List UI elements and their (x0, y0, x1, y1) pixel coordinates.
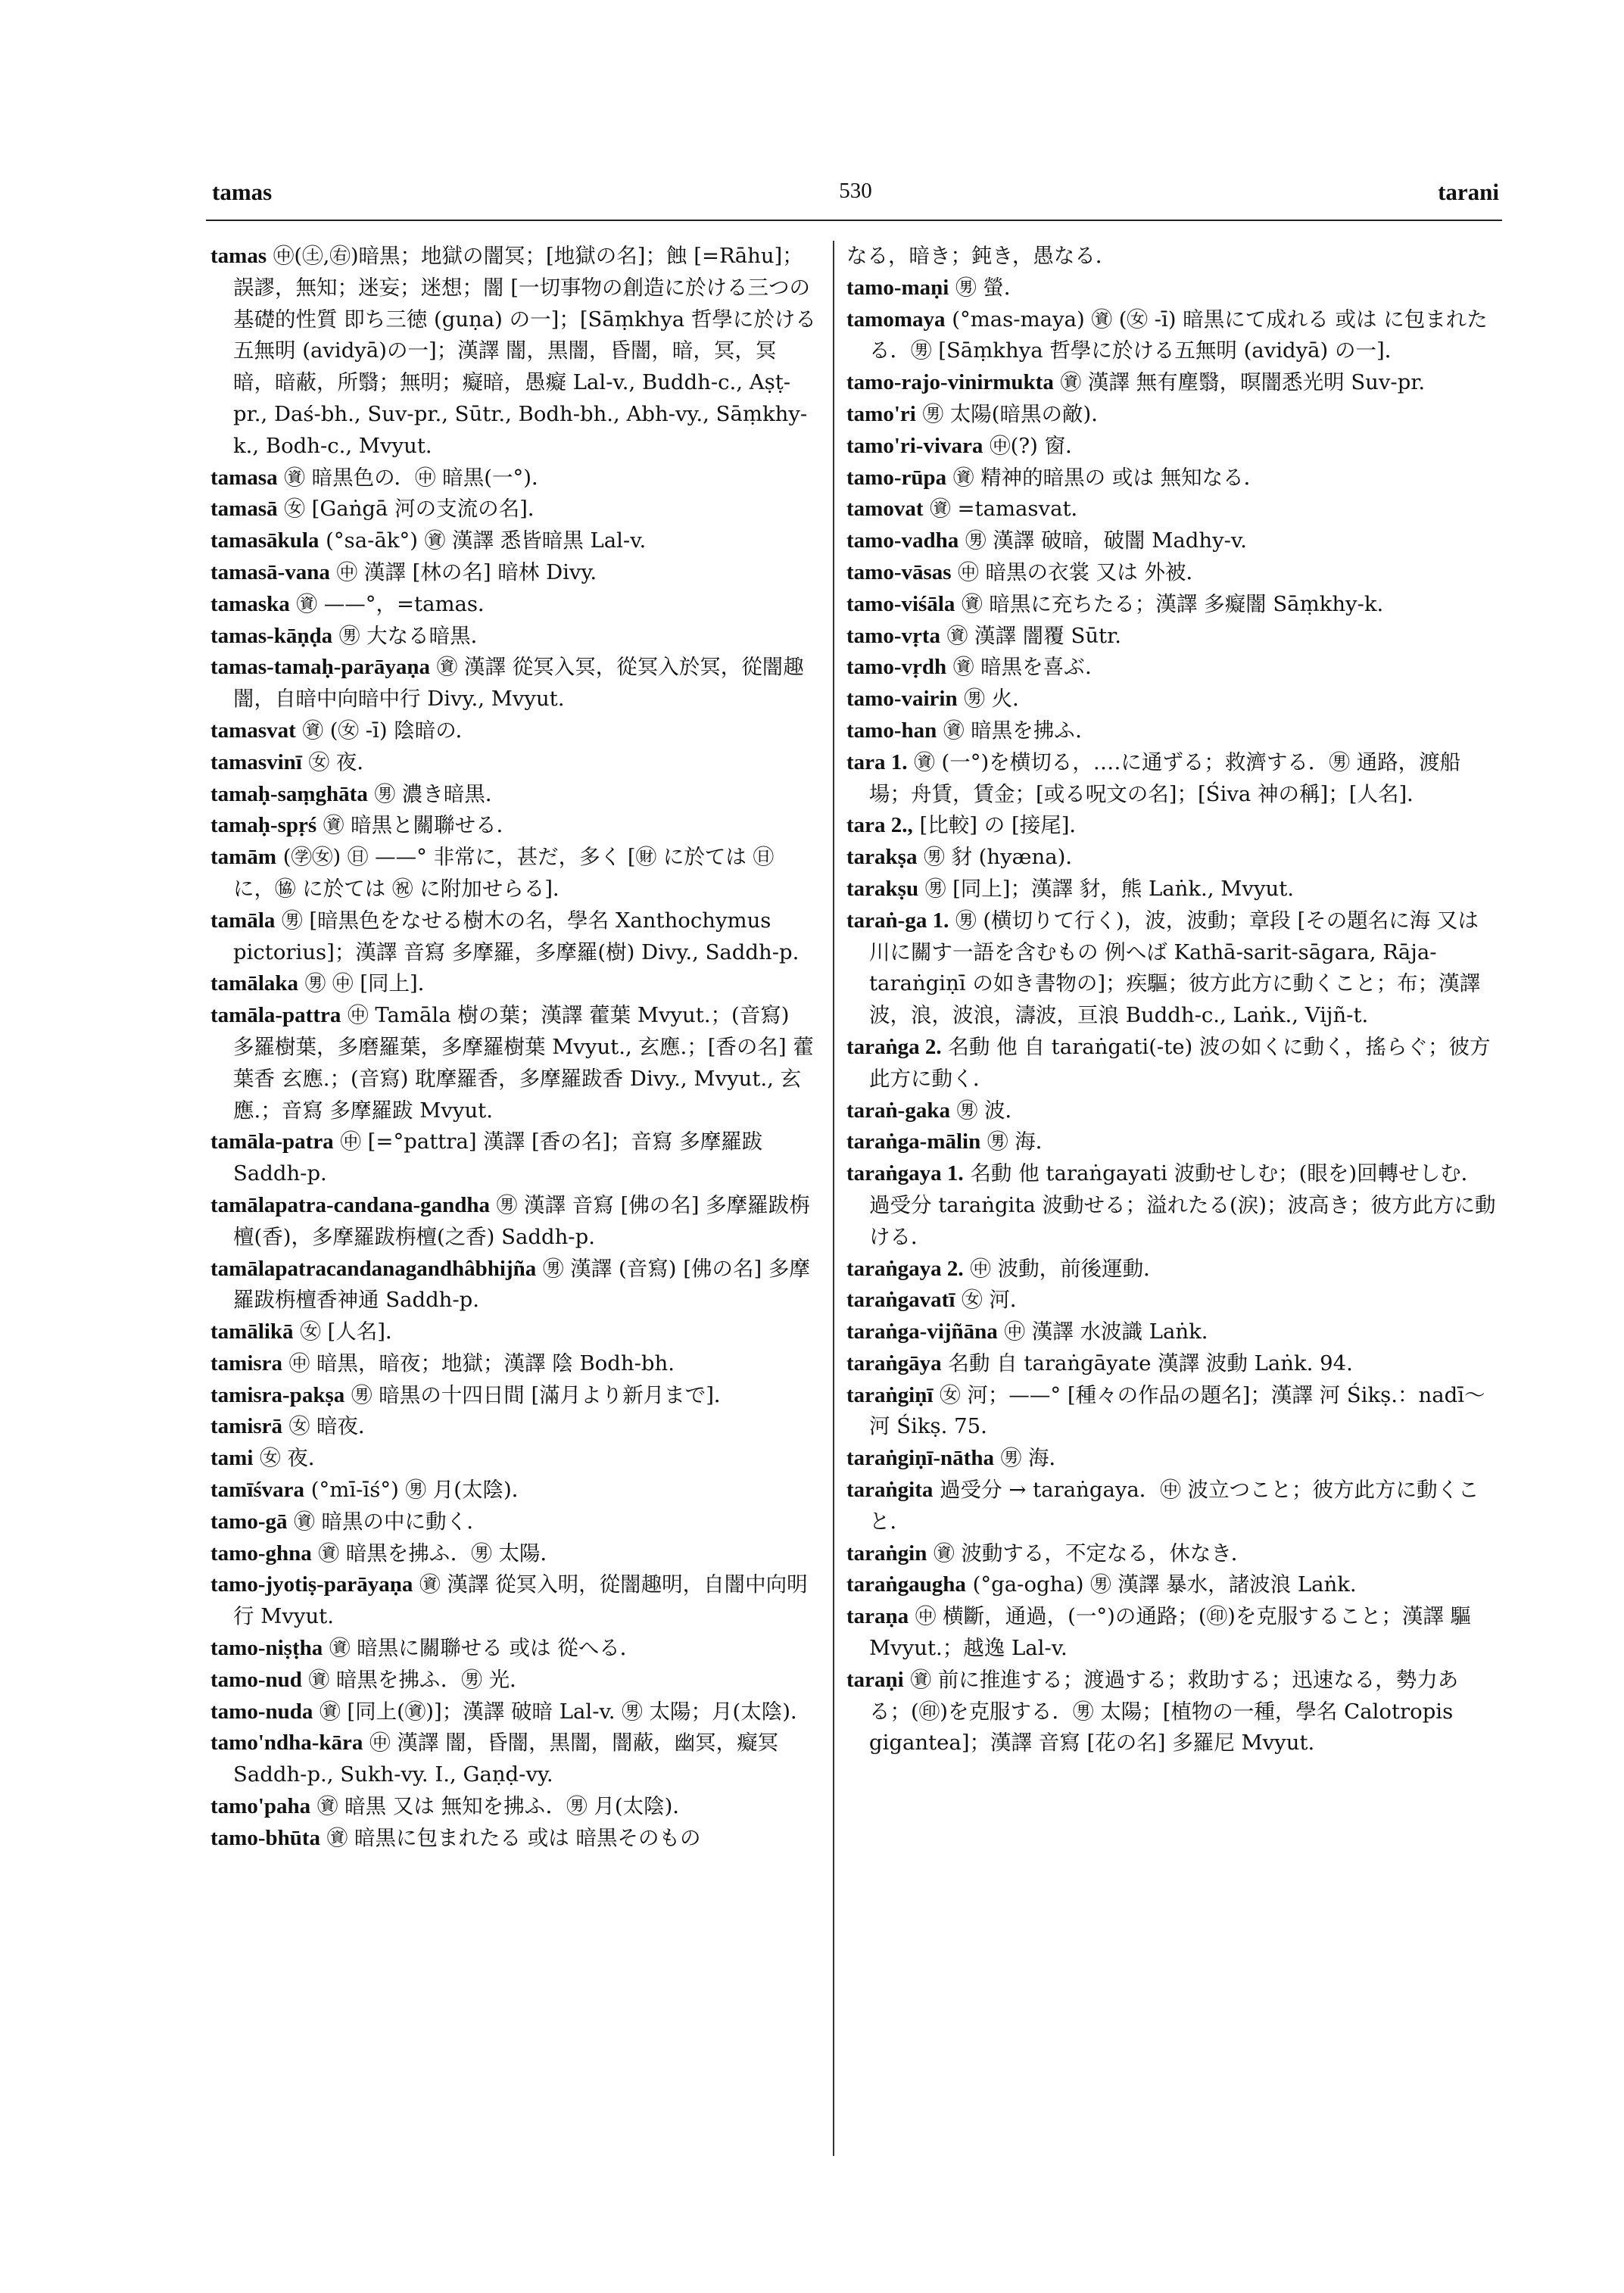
entry-definition: (°mī-īś°) ㊚ 月(太陰)． (310, 1478, 533, 1503)
dictionary-entry (846, 273, 1498, 304)
entry-definition: ㊮ 暗黒を拂ふ．㊚ 太陽． (318, 1541, 562, 1566)
entry-headword: tamo'ri-vivara (846, 433, 983, 458)
dictionary-entry (846, 810, 1498, 842)
dictionary-entry (210, 1000, 816, 1126)
entry-definition: ㊛ 暗夜． (288, 1414, 379, 1439)
header-rule (206, 220, 1502, 221)
entry-definition: ㊚ 漢譯 音寫 [佛の名] 多摩羅跋栴檀(香)，多摩羅跋栴檀(之香) Saddh-p. (233, 1192, 810, 1249)
entry-definition: ㊥(㊏,㊨)暗黒；地獄の闇冥；[地獄の名]；蝕 [=Rāhu]；誤謬，無知；迷妄；迷想；闇 [一切事物の創造に於ける三つの基礎的性質 即ち三徳 (guṇa) の一]；[Sāṃkhya 哲學に於ける五無明 (avidyā)の一]；漢譯 闇，黒闇，昏闇，暗，冥，冥暗，暗蔽，所翳；無明；癡暗，愚癡 Lal-v., Buddh-c., Aṣṭ-pr., Daś-bh., Suv-pr., Sūtr., Bodh-bh., Abh-vy., Sāṃkhy-k., Bodh-c., Mvyut. (233, 244, 816, 458)
entry-definition: ㊚ ㊥ [同上]． (304, 971, 439, 996)
entry-definition: 名動 他 taraṅgayati 波動せしむ；(眼を)回轉せしむ．過受分 taraṅgita 波動せる；溢れたる(涙)；波高き；彼方此方に動ける． (869, 1161, 1496, 1249)
entry-headword: tamas-tamaḥ-parāyaṇa (210, 655, 430, 680)
dictionary-entry (846, 367, 1498, 399)
entry-headword: taraṇa (846, 1604, 909, 1629)
dictionary-entry (210, 1475, 816, 1506)
entry-definition: ㊚ 濃き暗黒． (374, 781, 507, 806)
entry-headword: tamo-bhūta (210, 1825, 321, 1850)
dictionary-entry (846, 684, 1498, 715)
dictionary-entry (210, 905, 816, 969)
entry-definition: ㊚ 海． (987, 1129, 1057, 1154)
entry-definition: ㊮ 暗黒を拂ふ． (943, 718, 1096, 743)
dictionary-entry (846, 431, 1498, 463)
entry-headword: taraṇi (846, 1667, 904, 1692)
page-header (212, 179, 1499, 209)
entry-headword: tamo-gā (210, 1509, 288, 1534)
entry-headword: tamīśvara (210, 1478, 305, 1503)
entry-definition: ㊥ 横斷，通過，(一°)の通路；(㊞)を克服すること；漢譯 驅 Mvyut.；越逸 Lal-v. (869, 1604, 1472, 1661)
entry-headword: taraṅgita (846, 1478, 934, 1503)
dictionary-entry (210, 589, 816, 621)
header-left-guide-word: tamas (212, 179, 273, 205)
entry-headword: tamāla (210, 908, 276, 933)
dictionary-entry (210, 1823, 816, 1855)
entry-definition: ㊮ (㊛ -ī) 陰暗の． (302, 718, 477, 743)
entry-headword: tamālapatra-candana-gandha (210, 1192, 490, 1217)
dictionary-entry (210, 652, 816, 715)
entry-definition: ㊥ 漢譯 [林の名] 暗林 Divy. (336, 559, 597, 584)
entry-definition: (°sa-āk°) ㊮ 漢譯 悉皆暗黒 Lal-v. (326, 528, 647, 553)
entry-headword: tamasā (210, 497, 278, 522)
entry-definition: (°ga-ogha) ㊚ 漢譯 暴水，諸波浪 Laṅk. (972, 1572, 1357, 1597)
entry-definition: ㊥ 暗黒の衣裳 又は 外被． (958, 559, 1208, 584)
dictionary-entry (210, 1411, 816, 1443)
entry-headword: tamaḥ-spṛś (210, 813, 317, 838)
entry-definition: ㊥(?) 窗． (990, 433, 1086, 458)
dictionary-entry (210, 1696, 816, 1728)
dictionary-entry (210, 1316, 816, 1348)
dictionary-entry (846, 1475, 1498, 1538)
dictionary-entry (846, 715, 1498, 747)
entry-definition: ㊮ 暗黒に包まれたる 或は 暗黒そのもの (326, 1825, 701, 1850)
entry-headword: tamomaya (846, 307, 946, 332)
dictionary-entry (846, 1126, 1498, 1158)
dictionary-entry (210, 715, 816, 747)
entry-definition: ㊚ 螢． (955, 275, 1025, 300)
entry-headword: taraṅga 2. (846, 1034, 942, 1059)
entry-headword: tamisra (210, 1351, 283, 1375)
entry-headword: tamo'paha (210, 1794, 311, 1819)
entry-headword: tamāla-pattra (210, 1003, 341, 1028)
entry-headword: tamām (210, 845, 276, 870)
entry-headword: tara 2., (846, 813, 913, 838)
dictionary-entry (210, 1728, 816, 1791)
dictionary-entry (210, 779, 816, 811)
dictionary-entry (846, 1569, 1498, 1601)
dictionary-entry (210, 557, 816, 589)
entry-headword: tamāla-patra (210, 1129, 334, 1154)
entry-definition: ㊥ 波動，前後運動． (970, 1256, 1164, 1281)
entry-definition: ㊮ =tamasvat． (930, 497, 1093, 522)
entry-headword: tamo-vṛta (846, 623, 941, 648)
entry-headword: taraṅgaugha (846, 1572, 966, 1597)
entry-definition: ㊚ 大なる暗黒． (338, 623, 492, 648)
dictionary-entry (846, 241, 1498, 273)
dictionary-entry (846, 557, 1498, 589)
entry-definition: [比較] の [接尾]． (919, 813, 1090, 838)
entry-headword: taraṅ-ga 1. (846, 908, 949, 933)
dictionary-entry (846, 589, 1498, 621)
dictionary-entry (210, 1443, 816, 1475)
entry-headword: tamo-rūpa (846, 465, 947, 490)
entry-headword: tami (210, 1446, 254, 1471)
entry-definition: (°mas-maya) ㊮ (㊛ -ī) 暗黒にて成れる 或は に包まれたる．㊚ [Sāṃkhya 哲學に於ける五無明 (avidyā) の一]． (869, 307, 1488, 363)
entry-definition: ㊮ (一°)を横切る，‥‥に通ずる；救濟する．㊚ 通路，渡船場；舟賃，賃金；[或る呪文の名]；[Śiva 神の稱]；[人名]． (869, 749, 1461, 806)
entry-headword: tamasa (210, 465, 278, 490)
entry-definition: ㊛ 河；——° [種々の作品の題名]；漢譯 河 Śikṣ.：nadī～ 河 Śikṣ. 75. (869, 1382, 1485, 1439)
entry-headword: tarakṣu (846, 876, 919, 901)
entry-definition: ㊮ 暗黒色の．㊥ 暗黒(一°)． (284, 465, 553, 490)
entry-headword: tamo-viśāla (846, 591, 955, 616)
column-divider (833, 241, 834, 2156)
entry-definition: ㊛ 河． (962, 1288, 1031, 1313)
entry-definition: ㊥ [=°pattra] 漢譯 [香の名]；音寫 多摩羅跋 Saddh-p. (233, 1129, 763, 1186)
dictionary-entry (210, 1254, 816, 1317)
entry-definition: ㊚ [暗黒色をなせる樹木の名，學名 Xanthochymus pictorius]；漢譯 音寫 多摩羅，多摩羅(樹) Divy., Saddh-p. (233, 908, 800, 964)
dictionary-entry (846, 1285, 1498, 1316)
entry-definition: ㊮ 暗黒を拂ふ．㊚ 光． (308, 1667, 531, 1692)
entry-headword: tamo-han (846, 718, 937, 743)
entry-headword: tarakṣa (846, 845, 918, 870)
entry-headword: tamaska (210, 591, 290, 616)
dictionary-entry (846, 1316, 1498, 1348)
entry-definition: ㊮ 暗黒に充ちたる；漢譯 多癡闇 Sāṃkhy-k. (962, 591, 1384, 616)
entry-definition: ㊥ 漢譯 水波識 Laṅk. (1004, 1319, 1208, 1344)
dictionary-entry (846, 1665, 1498, 1759)
entry-definition: ㊚ 漢譯 破暗，破闇 Madhy-v. (965, 528, 1247, 553)
page-number: 530 (839, 179, 872, 203)
dictionary-entry (210, 621, 816, 653)
entry-headword: taraṅgāya (846, 1351, 942, 1375)
entry-headword: tamo-vāsas (846, 559, 952, 584)
dictionary-entry (210, 494, 816, 525)
dictionary-entry (846, 494, 1498, 525)
entry-definition: ㊮ ——°，=tamas． (296, 591, 499, 616)
entry-headword: taraṅgin (846, 1541, 927, 1566)
entry-headword: tamo-nud (210, 1667, 302, 1692)
entry-headword: tamovat (846, 497, 924, 522)
dictionary-entry (846, 1095, 1498, 1127)
dictionary-entry (846, 621, 1498, 653)
entry-definition: ㊮ 前に推進する；渡過する；救助する；迅速なる，勢力ある；(㊞)を克服する．㊚ 太陽；[植物の一種，學名 Calotropis gigantea]；漢譯 音寫 [花の名] 多羅尼 Mvyut. (869, 1667, 1459, 1756)
entry-definition: ㊚ 太陽(暗黒の敵)． (922, 401, 1112, 426)
dictionary-entry (210, 747, 816, 779)
entry-definition: ㊥ 漢譯 闇，昏闇，黒闇，闇蔽，幽冥，癡冥 Saddh-p., Sukh-vy. I., Gaṇḍ-vy. (233, 1731, 779, 1787)
entry-headword: taraṅgaya 2. (846, 1256, 964, 1281)
dictionary-entry (846, 399, 1498, 431)
entry-definition: (㊫㊛) ㊐ ——° 非常に，甚だ，多く [㊖ に於ては ㊐ に，㊯ に於ては ㊗ に附加せらる]． (233, 845, 775, 901)
entry-definition: ㊮ 漢譯 闇覆 Sūtr. (946, 623, 1121, 648)
dictionary-entry (210, 1348, 816, 1380)
entry-headword: tamo'ri (846, 401, 916, 426)
right-column (846, 241, 1498, 1759)
dictionary-entry (210, 1380, 816, 1412)
entry-headword: tamo-vadha (846, 528, 959, 553)
entry-headword: taraṅ-gaka (846, 1098, 950, 1123)
entry-headword: tamo-vṛdh (846, 655, 947, 680)
entry-definition: ㊛ 夜． (308, 749, 378, 774)
entry-definition: 名動 自 taraṅgāyate 漢譯 波動 Laṅk. 94. (948, 1351, 1353, 1375)
entry-headword: tamasā-vana (210, 559, 330, 584)
dictionary-entry (846, 1380, 1498, 1444)
dictionary-entry (210, 1791, 816, 1823)
entry-definition: ㊮ 暗黒を喜ぶ． (952, 655, 1106, 680)
entry-headword: tara 1. (846, 749, 908, 774)
entry-definition: ㊚ [同上]；漢譯 豺，熊 Laṅk., Mvyut. (924, 876, 1294, 901)
entry-headword: tamasvat (210, 718, 296, 743)
dictionary-entry (210, 842, 816, 905)
entry-headword: tamisra-pakṣa (210, 1382, 345, 1407)
dictionary-entry (210, 1538, 816, 1570)
entry-definition: ㊮ 暗黒と關聯せる． (323, 813, 518, 838)
dictionary-entry (210, 1126, 816, 1190)
entry-definition: なる，暗き；鈍き，愚なる． (846, 244, 1117, 268)
dictionary-entry (210, 1665, 816, 1696)
entry-definition: ㊮ 漢譯 從冥入明，從闇趣明，自闇中向明行 Mvyut. (233, 1572, 808, 1629)
dictionary-entry (846, 747, 1498, 811)
entry-headword: tamo-ghna (210, 1541, 312, 1566)
entry-definition: ㊚ 漢譯 (音寫) [佛の名] 多摩羅跋栴檀香神通 Saddh-p. (233, 1256, 810, 1313)
entry-definition: ㊛ 夜． (260, 1446, 329, 1471)
entry-definition: ㊛ [Gaṅgā 河の支流の名]． (284, 497, 549, 522)
entry-headword: tamasvinī (210, 749, 302, 774)
entry-headword: taraṅgaya 1. (846, 1161, 964, 1186)
entry-definition: 名動 他 自 taraṅgati(-te) 波の如くに動く，搖らぐ；彼方此方に動く． (869, 1034, 1491, 1091)
entry-headword: tamo'ndha-kāra (210, 1731, 363, 1756)
left-column (210, 241, 816, 1855)
dictionary-entry (210, 241, 816, 463)
dictionary-entry (210, 1506, 816, 1538)
entry-headword: taraṅgiṇī (846, 1382, 934, 1407)
dictionary-entry (210, 1190, 816, 1254)
dictionary-entry (846, 874, 1498, 905)
dictionary-entry (846, 1348, 1498, 1380)
entry-headword: tamālapatracandanagandhâbhijña (210, 1256, 537, 1281)
dictionary-entry (210, 968, 816, 1000)
dictionary-entry (210, 810, 816, 842)
entry-definition: ㊚ 豺 (hyæna)． (924, 845, 1086, 870)
dictionary-entry (846, 1032, 1498, 1095)
entry-headword: tamas (210, 244, 267, 268)
dictionary-entry (846, 1158, 1498, 1253)
dictionary-entry (846, 525, 1498, 557)
entry-headword: tamo-maṇi (846, 275, 949, 300)
entry-headword: tamālikā (210, 1319, 294, 1344)
entry-definition: ㊮ 漢譯 無有塵翳，暝闇悉光明 Suv-pr. (1060, 370, 1426, 395)
entry-definition: ㊚ 海． (1000, 1446, 1070, 1471)
entry-headword: tamo-rajo-vinirmukta (846, 370, 1054, 395)
dictionary-entry (846, 1254, 1498, 1285)
entry-headword: tamisrā (210, 1414, 283, 1439)
entry-definition: ㊮ 精神的暗黒の 或は 無知なる． (952, 465, 1265, 490)
dictionary-entry (846, 652, 1498, 684)
dictionary-entry (210, 1569, 816, 1633)
dictionary-entry (846, 1601, 1498, 1665)
entry-definition: ㊚ 火． (964, 687, 1033, 712)
entry-headword: taraṅgavatī (846, 1288, 955, 1313)
entry-definition: ㊥ 暗黒，暗夜；地獄；漢譯 陰 Bodh-bh. (288, 1351, 675, 1375)
entry-headword: tamas-kāṇḍa (210, 623, 333, 648)
dictionary-entry (210, 525, 816, 557)
dictionary-entry (210, 1633, 816, 1665)
entry-headword: tamo-vairin (846, 687, 958, 712)
entry-definition: ㊚ 暗黒の十四日間 [滿月より新月まで]． (351, 1382, 735, 1407)
dictionary-entry (846, 1443, 1498, 1475)
entry-definition: 過受分 → taraṅgaya．㊥ 波立つこと；彼方此方に動くこと． (869, 1478, 1479, 1534)
dictionary-entry (846, 304, 1498, 368)
entry-definition: ㊛ [人名]． (300, 1319, 407, 1344)
dictionary-entry (846, 1538, 1498, 1570)
entry-definition: ㊚ 波． (956, 1098, 1026, 1123)
entry-headword: tamo-niṣṭha (210, 1636, 323, 1661)
entry-headword: taraṅgiṇī-nātha (846, 1446, 994, 1471)
dictionary-entry (846, 842, 1498, 874)
entry-headword: tamo-jyotiṣ-parāyaṇa (210, 1572, 413, 1597)
entry-headword: tamasākula (210, 528, 320, 553)
entry-definition: ㊮ 暗黒の中に動く． (294, 1509, 488, 1534)
entry-definition: ㊮ 暗黒 又は 無知を拂ふ．㊚ 月(太陰)． (316, 1794, 694, 1819)
header-right-guide-word: tarani (1438, 179, 1499, 205)
entry-definition: ㊥ Tamāla 樹の葉；漢譯 藿葉 Mvyut.；(音寫) 多羅樹葉，多磨羅葉，多摩羅樹葉 Mvyut., 玄應.；[香の名] 藿葉香 玄應.；(音寫) 耽摩羅香，多摩羅跋香 Divy., Mvyut., 玄應.；音寫 多摩羅跋 Mvyut. (233, 1003, 814, 1123)
entry-headword: tamālaka (210, 971, 298, 996)
entry-headword: taraṅga-mālin (846, 1129, 981, 1154)
entry-definition: ㊮ 漢譯 從冥入冥，從冥入於冥，從闇趣闇，自暗中向暗中行 Divy., Mvyut. (233, 655, 804, 712)
entry-headword: taraṅga-vijñāna (846, 1319, 998, 1344)
dictionary-entry (210, 463, 816, 494)
entry-headword: tamaḥ-saṃghāta (210, 781, 368, 806)
entry-definition: ㊮ 暗黒に關聯せる 或は 從へる． (329, 1636, 641, 1661)
dictionary-entry (846, 905, 1498, 1032)
entry-definition: ㊮ [同上(㊮)]；漢譯 破暗 Lal-v. ㊚ 太陽；月(太陰)． (320, 1699, 812, 1724)
entry-definition: ㊚ (横切りて行く)，波，波動；章段 [その題名に海 又は 川に關す一語を含むもの 例へば Kathā-sarit-sāgara, Rāja-taraṅgiṇī の如き書物の]；疾驅；彼方此方に動くこと；布；漢譯 波，浪，波浪，濤波，亘浪 Buddh-c., Laṅk., Vijñ-t. (869, 908, 1481, 1028)
dictionary-entry (846, 463, 1498, 494)
entry-definition: ㊮ 波動する，不定なる，休なき． (934, 1541, 1252, 1566)
entry-headword: tamo-nuda (210, 1699, 313, 1724)
